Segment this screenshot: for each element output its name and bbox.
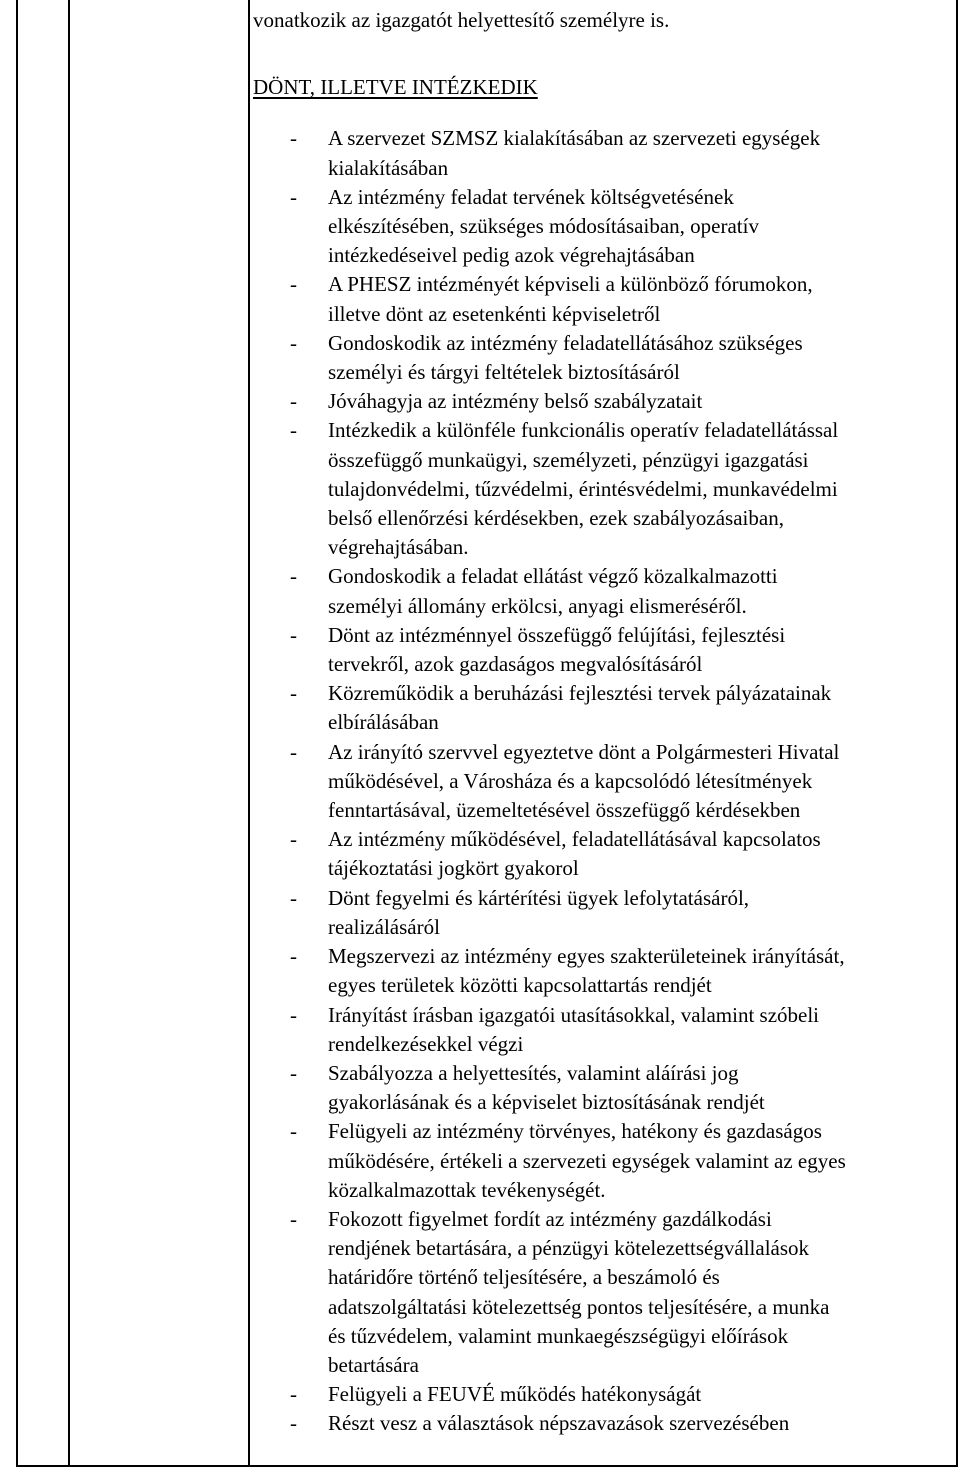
bullet-dash: -: [290, 272, 297, 297]
list-item-text: Az irányító szervvel egyeztetve dönt a Polgármesteri Hivatal működésével, a Városháza és a kapcsolódó létesítmények fenntartásával, üzemeltetésével összefüggő kérdésekben: [328, 739, 840, 823]
table-border-bottom: [16, 1465, 958, 1467]
list-item-text: Intézkedik a különféle funkcionális operatív feladatellátással összefüggő munkaügyi, személyzeti, pénzügyi igazgatási tulajdonvédelmi, tűzvédelmi, érintésvédelmi, munkavédelmi belső ellenőrzési kérdésekben, ezek szabályozásaiban, végrehajtásában.: [328, 418, 839, 560]
list-item-text: A PHESZ intézményét képviseli a különböző fórumokon, illetve dönt az esetenkénti képviseletről: [328, 272, 813, 326]
list-item: [253, 124, 958, 182]
bullet-dash: -: [290, 885, 297, 910]
list-item-text: Dönt fegyelmi és kártérítési ügyek lefolytatásáról, realizálásáról: [328, 885, 750, 939]
bullet-dash: -: [290, 1382, 297, 1407]
section-heading: DÖNT, ILLETVE INTÉZKEDIK: [253, 75, 538, 100]
intro-line: vonatkozik az igazgatót helyettesítő személyre is.: [253, 8, 670, 32]
bullet-dash: -: [290, 418, 297, 443]
bullet-dash: -: [290, 622, 297, 647]
list-item: [253, 329, 958, 387]
bullet-dash: -: [290, 681, 297, 706]
list-item: [253, 1205, 958, 1380]
list-item-text: A szervezet SZMSZ kialakításában az szervezeti egységek kialakításában: [328, 126, 821, 180]
list-item-text: Közreműködik a beruházási fejlesztési tervek pályázatainak elbírálásában: [328, 681, 832, 735]
list-item: [253, 825, 958, 883]
bullet-dash: -: [290, 944, 297, 969]
item-list: [253, 124, 958, 1438]
table-column-divider-1: [68, 0, 70, 1466]
bullet-dash: -: [290, 330, 297, 355]
list-item-text: Irányítást írásban igazgatói utasításokkal, valamint szóbeli rendelkezésekkel végzi: [328, 1002, 820, 1056]
table-border-left: [16, 0, 18, 1466]
list-item-text: Gondoskodik a feladat ellátást végző közalkalmazotti személyi állomány erkölcsi, anyagi elismeréséről.: [328, 564, 778, 618]
list-item: [253, 1409, 958, 1438]
bullet-dash: -: [290, 1119, 297, 1144]
bullet-dash: -: [290, 827, 297, 852]
list-item-text: Felügyeli a FEUVÉ működés hatékonyságát: [328, 1382, 702, 1407]
list-item: [253, 562, 958, 620]
bullet-dash: -: [290, 1002, 297, 1027]
list-item: [253, 942, 958, 1000]
list-item: [253, 679, 958, 737]
list-item-text: Gondoskodik az intézmény feladatellátásához szükséges személyi és tárgyi feltételek biztosításáról: [328, 330, 803, 385]
list-item: [253, 416, 958, 562]
list-item-text: Az intézmény feladat tervének költségvetésének elkészítésében, szükséges módosításaiban, operatív intézkedéseivel pedig azok végrehajtásában: [328, 184, 759, 268]
list-item: [253, 884, 958, 942]
list-item: [253, 1059, 958, 1117]
list-item-text: Részt vesz a választások népszavazások szervezésében: [328, 1411, 790, 1436]
list-item-text: Szabályozza a helyettesítés, valamint aláírási jog gyakorlásának és a képviselet biztosításának rendjét: [328, 1060, 765, 1115]
list-item-text: Jóváhagyja az intézmény belső szabályzatait: [328, 389, 703, 414]
list-item-text: Felügyeli az intézmény törvényes, hatékony és gazdaságos működésére, értékeli a szervezeti egységek valamint az egyes közalkalmazottak tevékenységét.: [328, 1119, 846, 1202]
bullet-dash: -: [290, 184, 297, 209]
list-item-text: Dönt az intézménnyel összefüggő felújítási, fejlesztési tervekről, azok gazdaságos megvalósításáról: [328, 622, 786, 677]
bullet-dash: -: [290, 564, 297, 589]
list-item: [253, 1001, 958, 1059]
bullet-dash: -: [290, 1411, 297, 1436]
table-column-divider-2: [248, 0, 250, 1466]
list-item: [253, 621, 958, 679]
list-item: [253, 183, 958, 271]
list-item: [253, 387, 958, 416]
bullet-dash: -: [290, 1060, 297, 1085]
list-item: [253, 270, 958, 328]
list-item: [253, 738, 958, 826]
list-item: [253, 1380, 958, 1409]
bullet-dash: -: [290, 389, 297, 414]
list-item-text: Az intézmény működésével, feladatellátásával kapcsolatos tájékoztatási jogkört gyakorol: [328, 827, 821, 881]
bullet-dash: -: [290, 1206, 297, 1231]
table-cell-content: [253, 6, 958, 1439]
list-item: [253, 1117, 958, 1205]
bullet-dash: -: [290, 126, 297, 151]
list-item-text: Megszervezi az intézmény egyes szakterületeinek irányítását, egyes területek közötti kapcsolattartás rendjét: [328, 944, 845, 998]
bullet-dash: -: [290, 739, 297, 764]
list-item-text: Fokozott figyelmet fordít az intézmény gazdálkodási rendjének betartására, a pénzügyi kötelezettségvállalások határidőre történő teljesítésére, a beszámoló és adatszolgáltatási kötelezettség pontos teljesítésére, a munka és tűzvédelem, valamint munkaegészségügyi előírások betartására: [328, 1206, 830, 1377]
